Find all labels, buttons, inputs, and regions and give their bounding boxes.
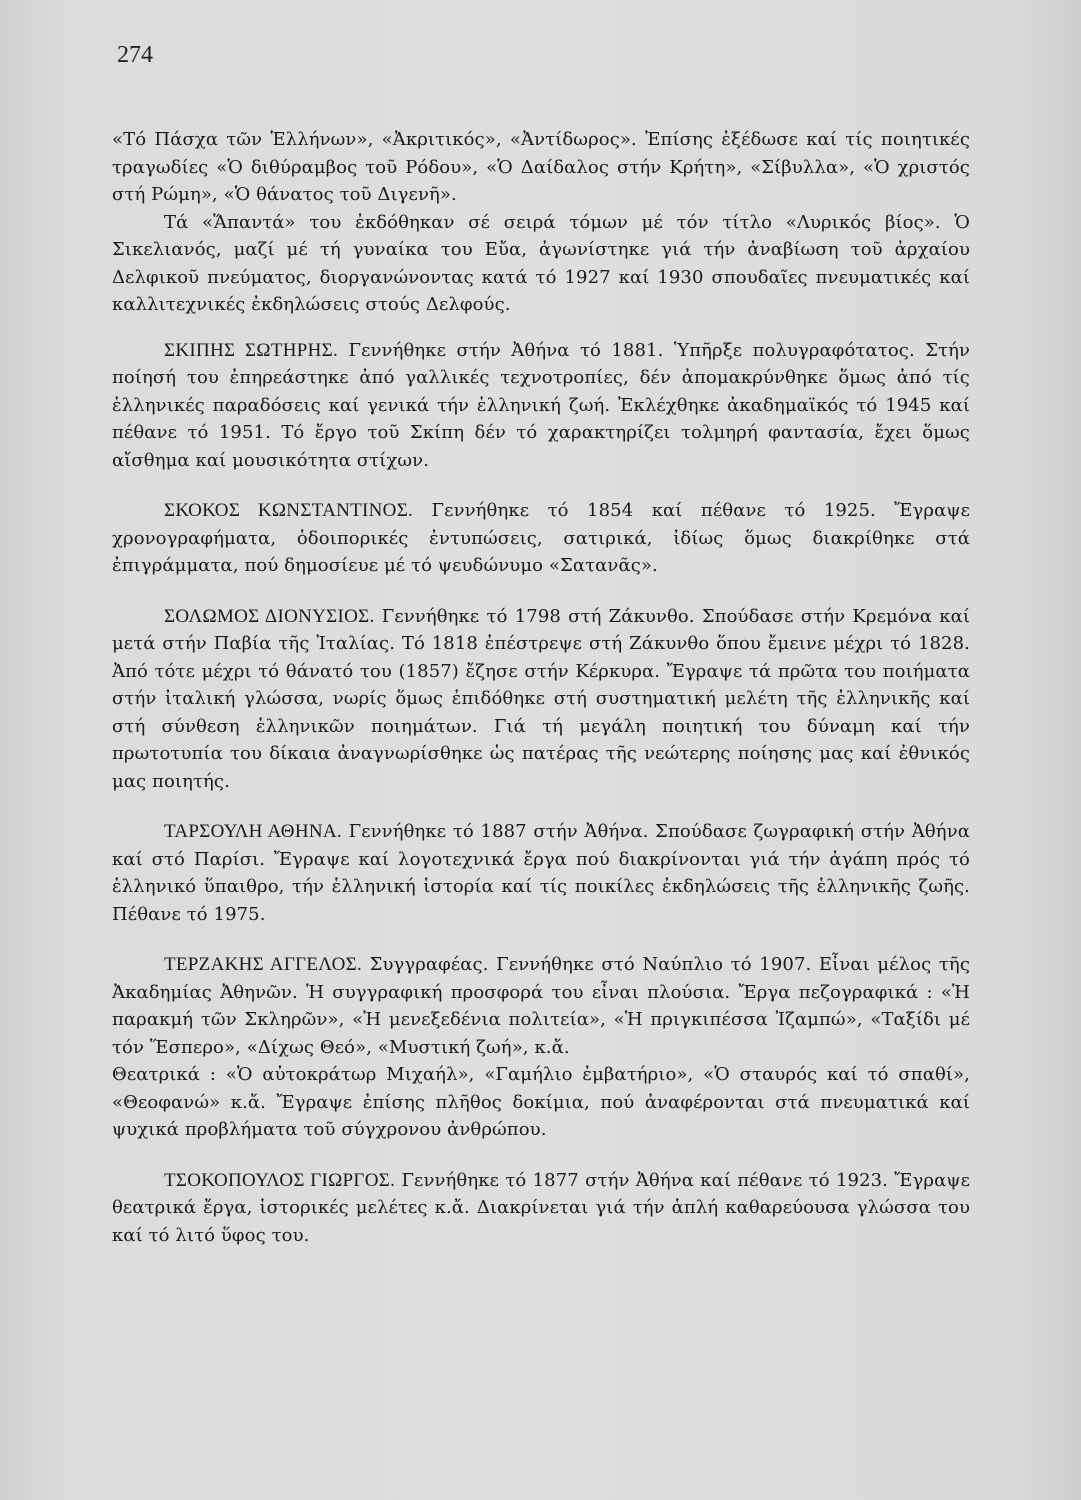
entry-text: Γεννήθηκε τό 1798 στή Ζάκυνθο. Σπούδασε στήν Κρεμόνα καί μετά στήν Παβία τῆς Ἰταλίας. Τό 1818 ἐπέστρεψε στή Ζάκυνθο ὅπου ἔμεινε μέχρι τό 1828. Ἀπό τότε μέχρι τό θάνατό του (1857) ἔζησε στήν Κέρκυρα. Ἔγραψε τά πρῶτα του ποιήματα στήν ἰταλική γλώσσα, νωρίς ὅμως ἐπιδόθηκε στή συστηματική μελέτη τῆς ἑλληνικῆς καί στή σύνθεση ἑλληνικῶν ποιημάτων. Γιά τή μεγάλη ποιητική του δύναμη καί τήν πρωτοτυπία του δίκαια ἀναγνωρίσθηκε ὡς πατέρας τῆς νεώτερης ποίησης μας καί ἐθνικός μας ποιητής. (112, 605, 970, 792)
entry-text: Γεννήθηκε τό 1887 στήν Ἀθήνα. Σπούδασε ζωγραφική στήν Ἀθήνα καί στό Παρίσι. Ἔγραψε καί λογοτεχνικά ἔργα πού διακρίνονται γιά τήν ἀγάπη πρός τό ἑλληνικό ὕπαιθρο, τήν ἑλληνική ἱστορία καί τίς ποικίλες ἐκδηλώσεις τῆς ἑλληνικῆς ζωῆς. Πέθανε τό 1975. (112, 821, 970, 925)
entry-solomos (112, 603, 970, 796)
entry-text: Συγγραφέας. Γεννήθηκε στό Ναύπλιο τό 1907. Εἶναι μέλος τῆς Ἀκαδημίας Ἀθηνῶν. Ἡ συγγραφική προσφορά του εἶναι πλούσια. Ἔργα πεζογραφικά : «Ἡ παρακμή τῶν Σκληρῶν», «Ἡ μενεξεδένια πολιτεία», «Ἡ πριγκιπέσσα Ἰζαμπώ», «Ταξίδι μέ τόν Ἕσπερο», «Δίχως Θεό», «Μυστική ζωή», κ.ἄ. (112, 954, 970, 1058)
entry-name: ΤΑΡΣΟΥΛΗ ΑΘΗΝΑ. (164, 821, 342, 842)
page-number: 274 (117, 42, 153, 68)
entry-skokos (112, 497, 970, 580)
entry-name: ΤΕΡΖΑΚΗΣ ΑΓΓΕΛΟΣ. (164, 954, 363, 975)
entry-paragraph-theatre: Θεατρικά : «Ὁ αὐτοκράτωρ Μιχαήλ», «Γαμήλιο ἐμβατήριο», «Ὁ σταυρός καί τό σπαθί», «Θεοφανώ» κ.ἄ. Ἔγραψε ἐπίσης πλῆθος δοκίμια, πού ἀναφέρονται στά πνευματικά καί ψυχικά προβλήματα τοῦ σύγχρονου ἀνθρώπου. (112, 1064, 970, 1140)
entry-paragraph (112, 497, 970, 580)
entry-terzakis (112, 951, 970, 1144)
entry-name: ΣΚΙΠΗΣ ΣΩΤΗΡΗΣ. (164, 339, 339, 361)
entry-name: ΤΣΟΚΟΠΟΥΛΟΣ ΓΙΩΡΓΟΣ. (164, 1169, 396, 1191)
entry-paragraph (112, 603, 970, 796)
entry-name: ΣΟΛΩΜΟΣ ΔΙΟΝΥΣΙΟΣ. (164, 605, 375, 627)
intro-paragraph-1: «Τό Πάσχα τῶν Ἑλλήνων», «Ἀκριτικός», «Ἀντίδωρος». Ἐπίσης ἐξέδωσε καί τίς ποιητικές τραγωδίες «Ὁ διθύραμβος τοῦ Ρόδου», «Ὁ Δαίδαλος στήν Κρήτη», «Σίβυλλα», «Ὁ χριστός στή Ρώμη», «Ὁ θάνατος τοῦ Διγενῆ». (112, 129, 970, 205)
entry-name: ΣΚΟΚΟΣ ΚΩΝΣΤΑΝΤΙΝΟΣ. (164, 500, 414, 521)
entry-tarsouli (112, 818, 970, 928)
intro-continuation (112, 126, 970, 319)
entry-paragraph (112, 1167, 970, 1250)
entry-text: Γεννήθηκε τό 1877 στήν Ἀθήνα καί πέθανε τό 1923. Ἔγραψε θεατρικά ἔργα, ἱστορικές μελέτες κ.ἄ. Διακρίνεται γιά τήν ἁπλή καθαρεύουσα γλώσσα του καί τό λιτό ὕφος του. (112, 1169, 970, 1246)
entry-paragraph (112, 951, 970, 1061)
text-body (112, 126, 970, 1249)
entry-paragraph (112, 818, 970, 928)
entry-tsokopoulos (112, 1167, 970, 1250)
entry-text: Γεννήθηκε τό 1854 καί πέθανε τό 1925. Ἔγραψε χρονογραφήματα, ὁδοιπορικές ἐντυπώσεις, σατιρικά, ἰδίως ὅμως διακρίθηκε στά ἐπιγράμματα, πού δημοσίευε μέ τό ψευδώνυμο «Σατανᾶς». (112, 500, 970, 576)
entry-skipis (112, 337, 970, 475)
entry-paragraph (112, 337, 970, 475)
intro-paragraph-2: Τά «Ἅπαντά» του ἐκδόθηκαν σέ σειρά τόμων μέ τόν τίτλο «Λυρικός βίος». Ὁ Σικελιανός, μαζί μέ τή γυναίκα του Εὔα, ἀγωνίστηκε γιά τήν ἀναβίωση τοῦ ἀρχαίου Δελφικοῦ πνεύματος, διοργανώνοντας κατά τό 1927 καί 1930 σπουδαῖες πνευματικές καί καλλιτεχνικές ἐκδηλώσεις στούς Δελφούς. (112, 211, 970, 315)
entry-text: Γεννήθηκε στήν Ἀθήνα τό 1881. Ὑπῆρξε πολυγραφότατος. Στήν ποίησή του ἐπηρεάστηκε ἀπό γαλλικές τεχνοτροπίες, δέν ἀπομακρύνθηκε ὅμως ἀπό τίς ἑλληνικές παραδόσεις καί γενικά τήν ἑλληνική ζωή. Ἐκλέχθηκε ἀκαδημαϊκός τό 1945 καί πέθανε τό 1951. Τό ἔργο τοῦ Σκίπη δέν τό χαρακτηρίζει τολμηρή φαντασία, ἔχει ὅμως αἴσθημα καί μουσικότητα στίχων. (112, 339, 970, 471)
